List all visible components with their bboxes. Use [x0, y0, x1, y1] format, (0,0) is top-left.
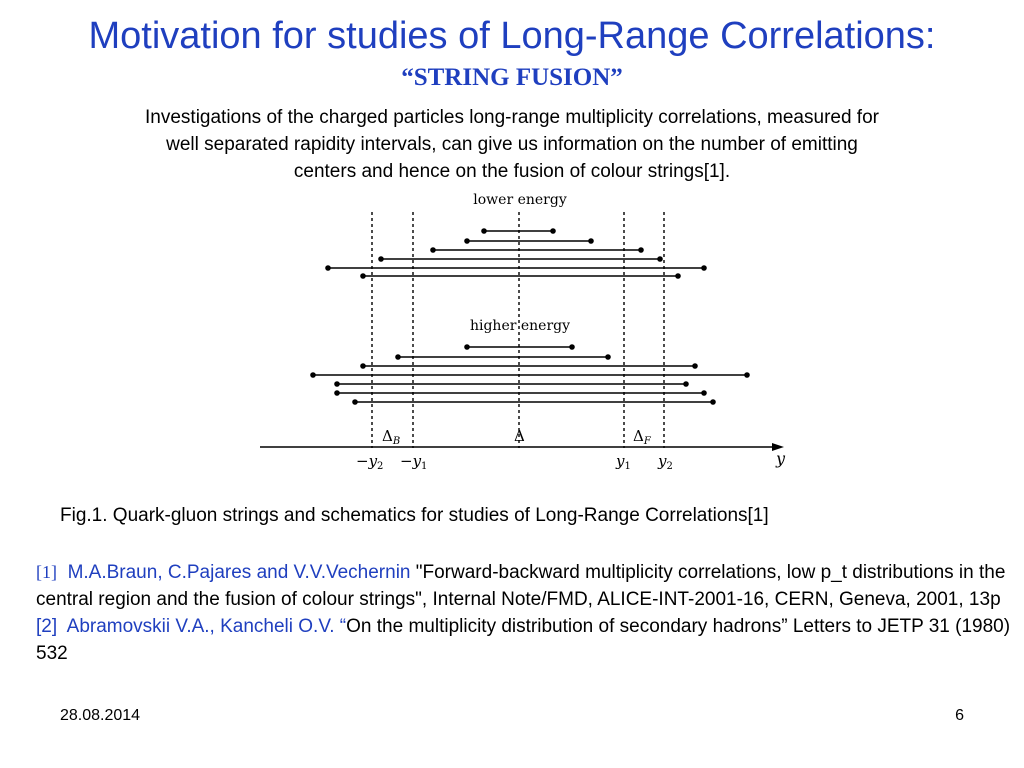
label-delta-b: $\Delta_B$ — [382, 427, 401, 447]
intro-line-1: Investigations of the charged particles long-range multiplicity correlations, measured for — [145, 107, 879, 128]
page-number: 6 — [955, 707, 964, 724]
ref1-authors: M.A.Braun, C.Pajares and V.V.Vechernin — [67, 562, 411, 583]
lower-energy-strings — [326, 229, 706, 278]
label-higher-energy: higher energy — [469, 318, 571, 334]
slide-title: Motivation for studies of Long-Range Correlations: — [88, 15, 936, 57]
ref1-text: "Forward-backward multiplicity correlations, low p_t distributions in the central region and the fusion of colour strings", Internal Note/FMD, ALICE-INT-2001-16, CERN, Geneva, 2001, 13p — [36, 562, 1006, 610]
reference-2 — [36, 613, 1016, 667]
reference-1 — [36, 559, 1016, 613]
tick-neg-y2: $-y_2$ — [356, 452, 384, 472]
intro-line-2: well separated rapidity intervals, can give us information on the number of emitting — [166, 134, 858, 155]
figure-caption: Fig.1. Quark-gluon strings and schematics for studies of Long-Range Correlations[1] — [60, 505, 769, 526]
intro-line-3: centers and hence on the fusion of colour strings[1]. — [293, 161, 731, 182]
tick-y1: $y_1$ — [616, 452, 631, 472]
references — [36, 559, 1016, 667]
ref1-tag: [1] — [36, 562, 57, 582]
axis-label-y: y — [776, 449, 786, 468]
label-delta: Δ — [514, 427, 525, 445]
ref2-tag: [2] — [36, 616, 58, 637]
ref2-text: On the multiplicity distribution of secondary hadrons” Letters to JETP 31 (1980) 532 — [36, 616, 1011, 664]
higher-energy-strings — [311, 345, 749, 404]
tick-y2: $y_2$ — [658, 452, 673, 472]
footer-date: 28.08.2014 — [60, 707, 141, 724]
ref2-authors: Abramovskii V.A., Kancheli O.V. “ — [66, 616, 347, 637]
slide-subtitle: “STRING FUSION” — [401, 64, 623, 91]
tick-neg-y1: $-y_1$ — [400, 452, 428, 472]
label-delta-f: $\Delta_F$ — [633, 427, 651, 447]
label-lower-energy: lower energy — [473, 192, 567, 208]
